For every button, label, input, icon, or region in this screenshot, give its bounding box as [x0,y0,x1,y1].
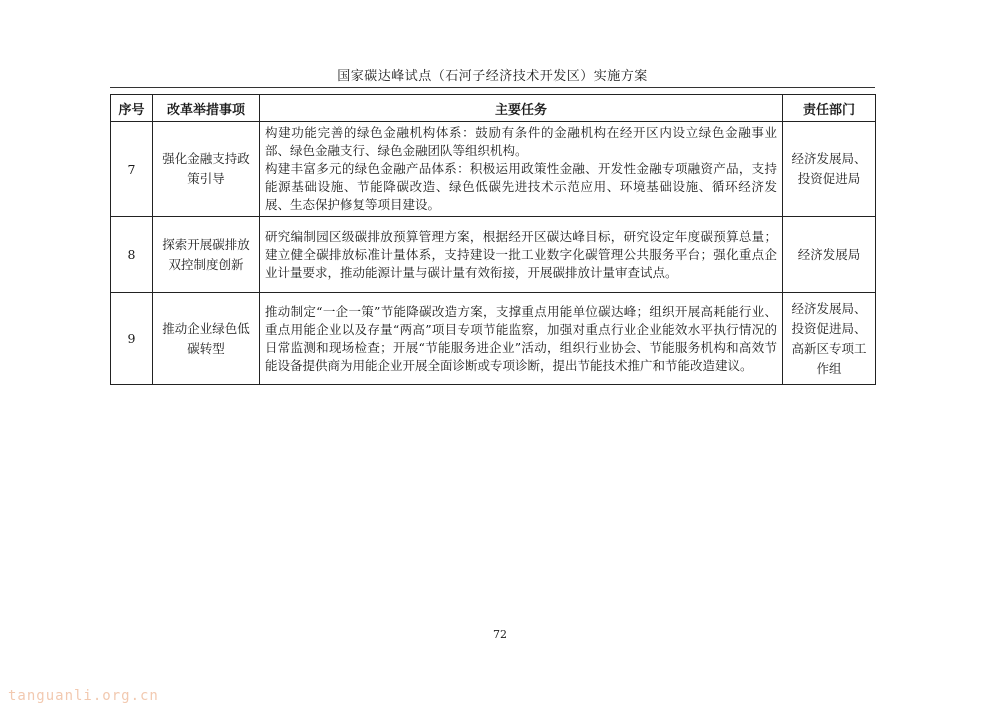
column-header-no: 序号 [111,95,153,122]
main-tasks [260,217,783,293]
task-paragraph: 推动制定“一企一策”节能降碳改造方案，支撑重点用能单位碳达峰；组织开展高耗能行业、重点用能企业以及存量“两高”项目专项节能监察，加强对重点行业企业能效水平执行情况的日常监测和现场检查；开展“节能服务进企业”活动，组织行业协会、节能服务机构和高效节能设备提供商为用能企业开展全面诊断或专项诊断，提出节能技术推广和节能改造建议。 [265,303,777,373]
responsible-department: 经济发展局、投资促进局、高新区专项工作组 [783,293,876,385]
column-header-tasks: 主要任务 [260,95,783,122]
reform-measure: 推动企业绿色低碳转型 [153,293,260,385]
column-header-measure: 改革举措事项 [153,95,260,122]
page-number: 72 [493,628,507,641]
reform-measures-table [110,94,876,385]
main-tasks [260,122,783,217]
task-paragraph: 研究编制园区级碳排放预算管理方案，根据经开区碳达峰目标，研究设定年度碳预算总量；建立健全碳排放标准计量体系，支持建设一批工业数字化碳管理公共服务平台；强化重点企业计量要求，推动能源计量与碳计量有效衔接，开展碳排放计量审查试点。 [265,228,777,280]
row-number: 7 [111,122,153,217]
responsible-department: 经济发展局、投资促进局 [783,122,876,217]
table-row [111,293,876,385]
column-header-dept: 责任部门 [783,95,876,122]
table-header-row [111,95,876,122]
reform-measure: 强化金融支持政策引导 [153,122,260,217]
responsible-department: 经济发展局 [783,217,876,293]
header-divider [110,87,875,88]
site-watermark: tanguanli.org.cn [8,688,159,704]
task-paragraph: 构建丰富多元的绿色金融产品体系：积极运用政策性金融、开发性金融专项融资产品，支持能源基础设施、节能降碳改造、绿色低碳先进技术示范应用、环境基础设施、循环经济发展、生态保护修复等项目建设。 [265,161,777,212]
row-number: 8 [111,217,153,293]
main-tasks [260,293,783,385]
table-row [111,122,876,217]
table-row [111,217,876,293]
reform-measure: 探索开展碳排放双控制度创新 [153,217,260,293]
document-header-title: 国家碳达峰试点（石河子经济技术开发区）实施方案 [337,69,648,84]
row-number: 9 [111,293,153,385]
task-paragraph: 构建功能完善的绿色金融机构体系：鼓励有条件的金融机构在经开区内设立绿色金融事业部、绿色金融支行、绿色金融团队等组织机构。 [265,125,777,158]
